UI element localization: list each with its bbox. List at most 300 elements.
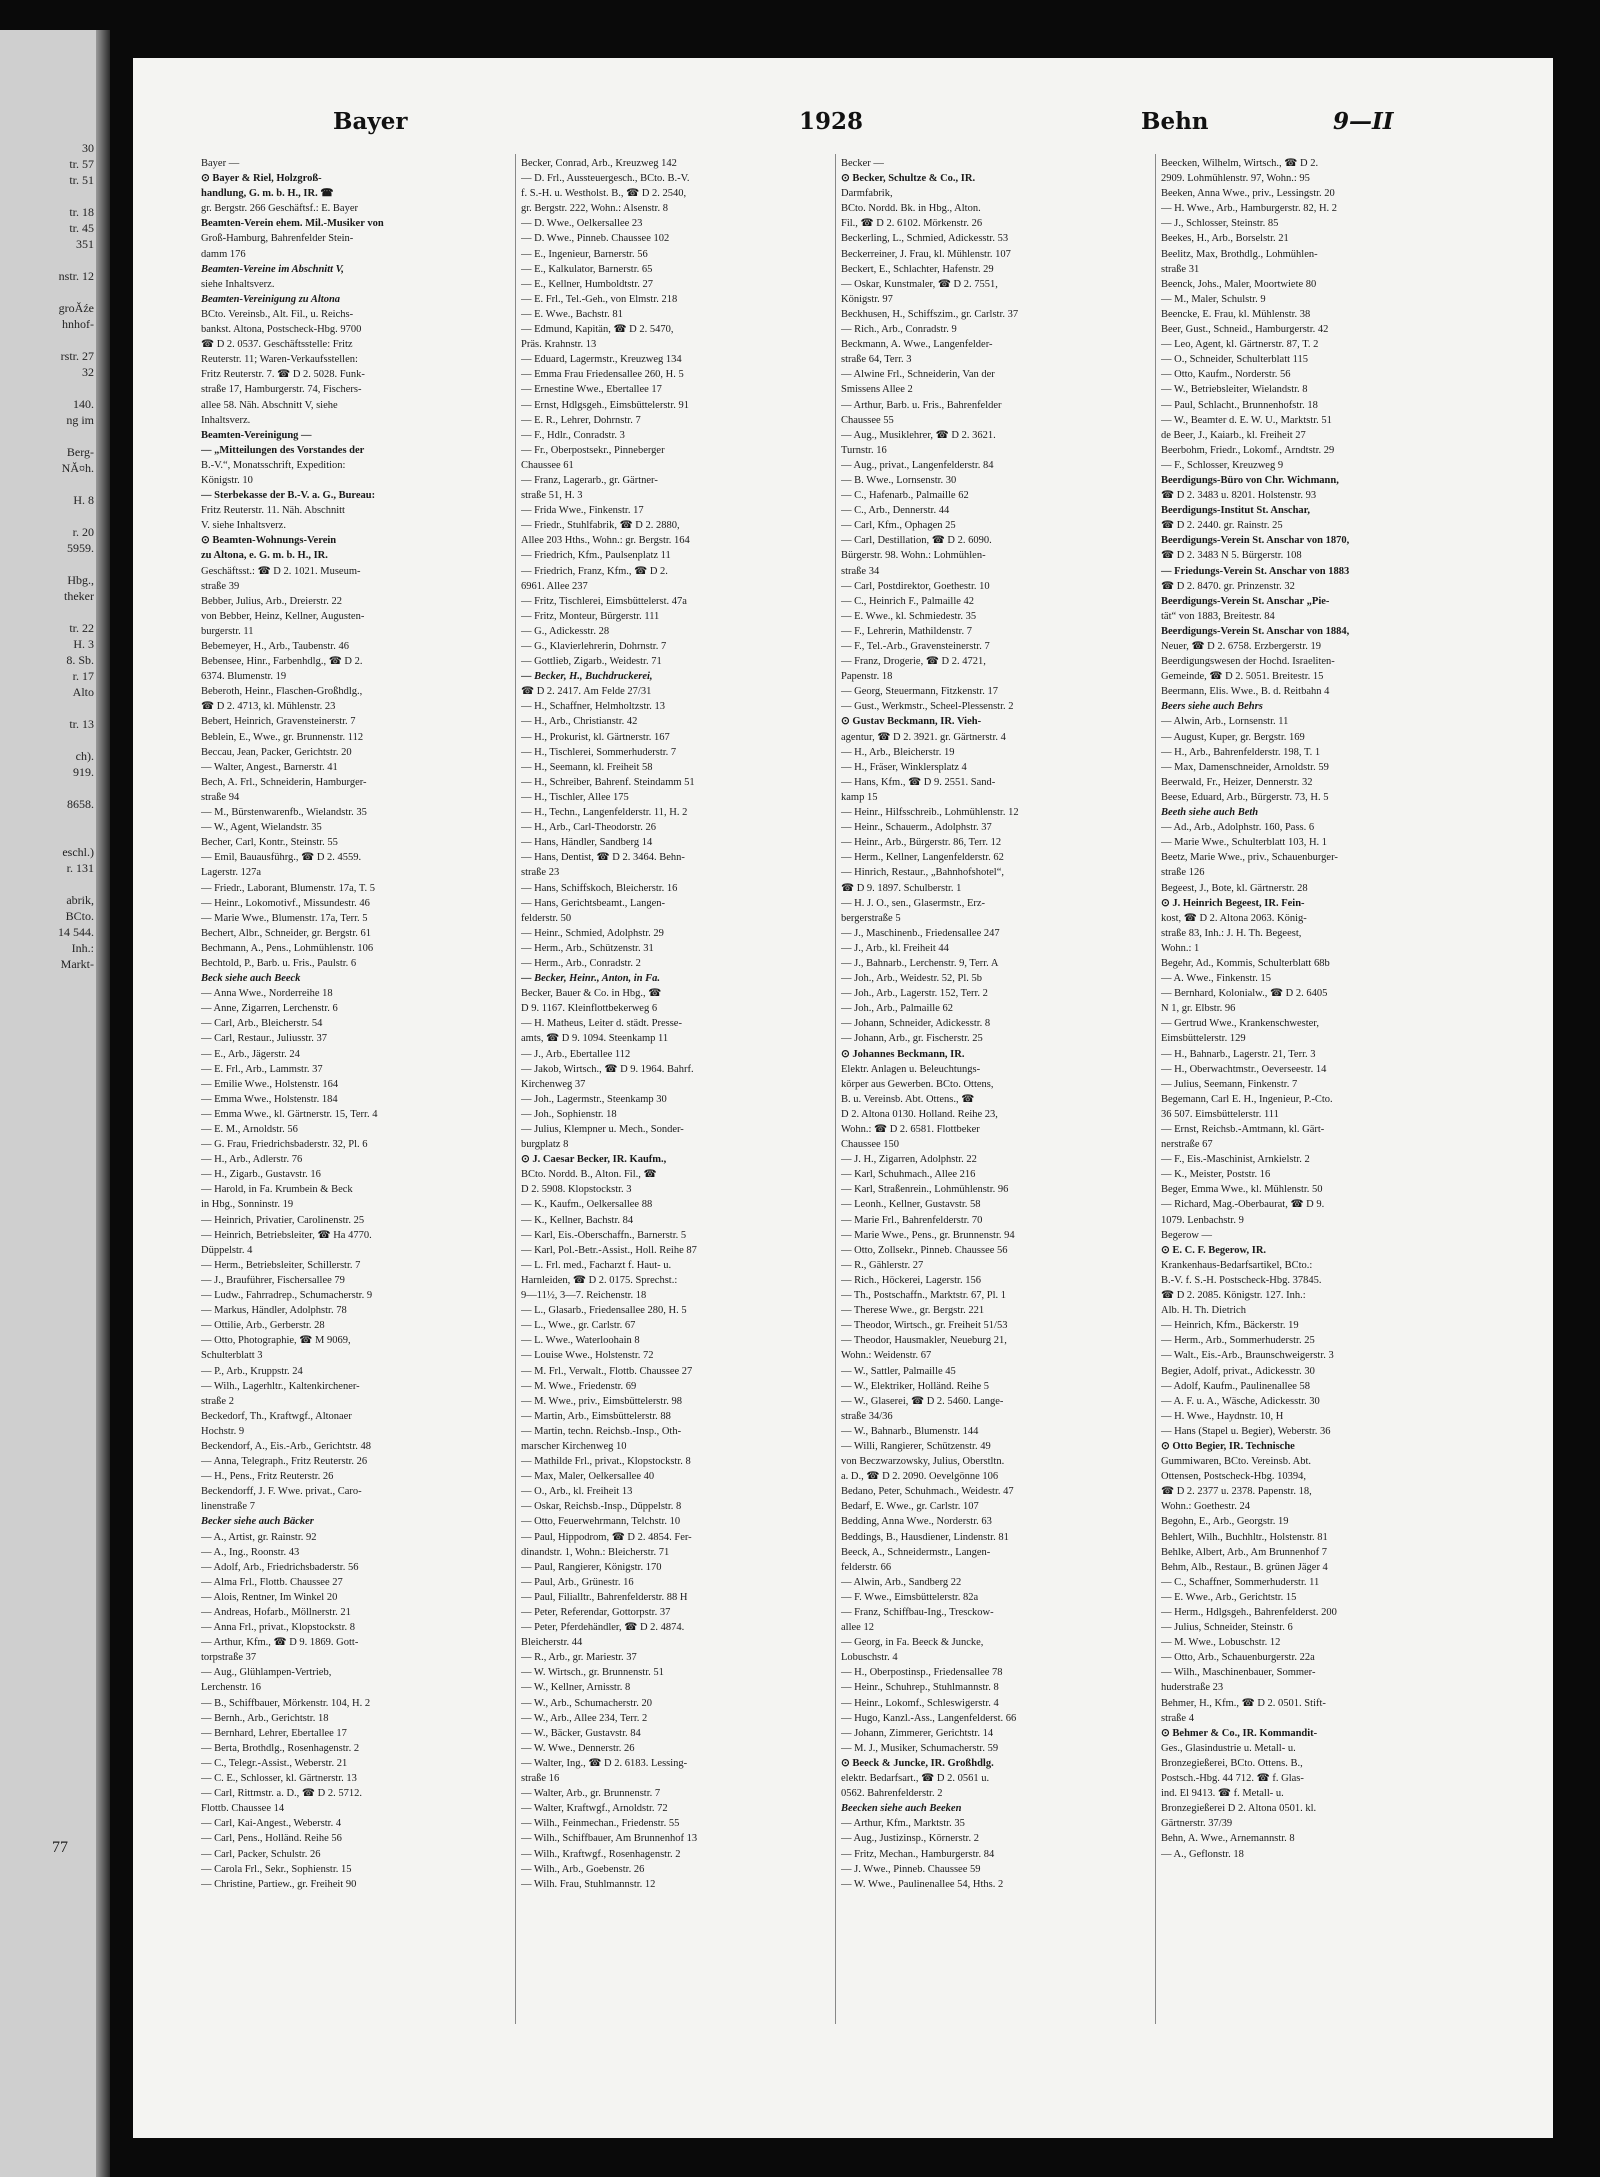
directory-column-1 <box>201 156 499 2026</box>
left-page-fragment <box>58 380 94 396</box>
directory-entry-line: — Herm., Kellner, Langenfelderstr. 62 <box>841 852 1004 864</box>
page-header <box>133 58 1553 135</box>
directory-entry-line: Reuterstr. 11; Waren-Verkaufsstellen: <box>201 354 358 366</box>
directory-entry-line: — M., Maler, Schulstr. 9 <box>1161 293 1266 305</box>
directory-entry-line: 9—11½, 3—7. Reichenstr. 18 <box>521 1290 647 1302</box>
directory-entry-line: — Aug., Justizinsp., Körnerstr. 2 <box>841 1833 979 1845</box>
directory-entry-line: ⊙ E. C. F. Begerow, IR. <box>1161 1244 1267 1256</box>
directory-entry-line: Bedano, Peter, Schuhmach., Weidestr. 47 <box>841 1486 1014 1498</box>
directory-entry-line: ⊙ Behmer & Co., IR. Kommandit- <box>1161 1727 1318 1739</box>
directory-entry-line: — F. Wwe., Eimsbüttelerstr. 82a <box>841 1591 979 1603</box>
directory-entry-line: linenstraße 7 <box>201 1501 255 1513</box>
directory-entry-line: allee 12 <box>841 1622 874 1634</box>
directory-entry-line: Beerdigungs-Verein St. Anschar von 1884, <box>1161 625 1350 637</box>
directory-entry-line: — E., Ingenieur, Barnerstr. 56 <box>521 248 648 260</box>
directory-entry-line: Neuer, ☎ D 2. 6758. Erzbergerstr. 19 <box>1161 641 1322 652</box>
directory-entry-line: — H., Arb., Bahrenfelderstr. 198, T. 1 <box>1161 746 1321 758</box>
directory-entry-line: — Franz, Schiffbau-Ing., Tresckow- <box>841 1607 994 1618</box>
directory-entry-line: straße 83, Inh.: J. H. Th. Begeest, <box>1161 927 1302 939</box>
directory-entry-line: — Marie Frl., Bahrenfelderstr. 70 <box>841 1214 983 1226</box>
directory-entry-line: Bebber, Julius, Arb., Dreierstr. 22 <box>201 595 343 607</box>
directory-entry-line: — H., Bahnarb., Lagerstr. 21, Terr. 3 <box>1161 1048 1316 1060</box>
directory-entry-line: — Aug., Musiklehrer, ☎ D 2. 3621. <box>841 429 996 441</box>
directory-entry-line: — Anna Frl., privat., Klopstockstr. 8 <box>201 1622 355 1634</box>
directory-entry-line: — W., Sattler, Palmaille 45 <box>841 1365 956 1377</box>
directory-entry-line: — W., Arb., Allee 234, Terr. 2 <box>521 1712 648 1724</box>
directory-entry-line: — K., Meister, Poststr. 16 <box>1161 1169 1271 1181</box>
directory-entry-line: torpstraße 37 <box>201 1652 257 1664</box>
directory-entry-line: — Karl, Eis.-Oberschaffn., Barnerstr. 5 <box>521 1229 687 1241</box>
directory-entry-line: — D. Wwe., Oelkersallee 23 <box>521 218 643 230</box>
left-page-fragment <box>58 428 94 444</box>
directory-entry-line: — Mathilde Frl., privat., Klopstockstr. 8 <box>521 1456 691 1468</box>
directory-entry-line: Harnleiden, ☎ D 2. 0175. Sprechst.: <box>521 1274 678 1286</box>
directory-entry-line: — L., Glasarb., Friedensallee 280, H. 5 <box>521 1305 687 1317</box>
directory-entry-line: — Paul, Arb., Grünestr. 16 <box>521 1576 634 1588</box>
directory-entry-line: — Hans, Gerichtsbeamt., Langen- <box>521 897 666 909</box>
left-page-fragment: ng im <box>66 413 94 427</box>
directory-entry-line: — W., Bäcker, Gustavstr. 84 <box>521 1727 641 1739</box>
directory-entry-line: Chaussee 61 <box>521 459 574 471</box>
directory-entry-line: N 1, gr. Elbstr. 96 <box>1161 1003 1236 1015</box>
directory-entry-line: — Carola Frl., Sekr., Sophienstr. 15 <box>201 1863 352 1875</box>
directory-entry-line: — E. Wwe., Arb., Gerichtstr. 15 <box>1161 1591 1297 1603</box>
directory-entry-line: zu Altona, e. G. m. b. H., IR. <box>201 550 328 562</box>
left-page-fragment: r. 20 <box>72 525 94 539</box>
directory-entry-line: — Martin, Arb., Eimsbüttelerstr. 88 <box>521 1410 671 1422</box>
directory-entry-line: — Otto, Photographie, ☎ M 9069, <box>201 1335 351 1347</box>
directory-entry-line: Beecken siehe auch Beeken <box>841 1803 962 1815</box>
directory-entry-line: — Walt., Eis.-Arb., Braunschweigerstr. 3 <box>1161 1350 1334 1362</box>
directory-entry-line: — W., Betriebsleiter, Wielandstr. 8 <box>1161 384 1308 396</box>
directory-entry-line: kost, ☎ D 2. Altona 2063. König- <box>1161 912 1307 924</box>
directory-entry-line: Beddings, B., Hausdiener, Lindenstr. 81 <box>841 1531 1009 1543</box>
directory-entry-line: Beermann, Elis. Wwe., B. d. Reitbahn 4 <box>1161 686 1330 698</box>
directory-entry-line: Bech, A. Frl., Schneiderin, Hamburger- <box>201 776 367 788</box>
directory-entry-line: — Gertrud Wwe., Krankenschwester, <box>1161 1018 1319 1030</box>
directory-entry-line: — Herm., Arb., Conradstr. 2 <box>521 957 641 969</box>
directory-entry-line: — Karl, Pol.-Betr.-Assist., Holl. Reihe 87 <box>521 1244 697 1256</box>
directory-entry-line: BCto. Vereinsb., Alt. Fil., u. Reichs- <box>201 308 354 320</box>
directory-entry-line: — M. Wwe., Lobuschstr. 12 <box>1161 1637 1281 1649</box>
directory-entry-line: — G., Klavierlehrerin, Dohrnstr. 7 <box>521 641 667 652</box>
left-page-fragment: tr. 22 <box>69 621 94 635</box>
directory-entry-line: — Ernestine Wwe., Ebertallee 17 <box>521 384 662 396</box>
directory-entry-line: — Wilh., Arb., Goebenstr. 26 <box>521 1863 645 1875</box>
directory-entry-line: D 9. 1167. Kleinflottbekerweg 6 <box>521 1003 658 1015</box>
left-page-fragment <box>58 332 94 348</box>
left-page-fragment <box>58 556 94 572</box>
directory-entry-line: Bebensee, Hinr., Farbenhdlg., ☎ D 2. <box>201 656 363 668</box>
directory-entry-line: — Heinr., Schauerm., Adolphstr. 37 <box>841 822 992 834</box>
directory-entry-line: 2909. Lohmühlenstr. 97, Wohn.: 95 <box>1161 173 1310 185</box>
directory-entry-line: Beerbohm, Friedr., Lokomf., Arndtstr. 29 <box>1161 444 1335 456</box>
directory-entry-line: — C., Arb., Dennerstr. 44 <box>841 505 950 517</box>
directory-entry-line: Inhaltsverz. <box>201 414 251 426</box>
directory-entry-line: — Walter, Ing., ☎ D 2. 6183. Lessing- <box>521 1757 688 1769</box>
directory-entry-line: Becher, Carl, Kontr., Steinstr. 55 <box>201 837 338 849</box>
left-page-fragment: Hbg., <box>67 573 94 587</box>
directory-entry-line: — Friedungs-Verein St. Anschar von 1883 <box>1161 565 1350 577</box>
directory-entry-line: — Anne, Zigarren, Lerchenstr. 6 <box>201 1003 338 1015</box>
directory-column-3 <box>841 156 1139 2026</box>
directory-entry-line: — Friedr., Stuhlfabrik, ☎ D 2. 2880, <box>521 520 680 532</box>
directory-entry-line: Beer, Gust., Schneid., Hamburgerstr. 42 <box>1161 324 1329 336</box>
directory-entry-line: Beeck, A., Schneidermstr., Langen- <box>841 1546 991 1558</box>
directory-entry-line: — L., Wwe., gr. Carlstr. 67 <box>521 1320 636 1332</box>
directory-entry-line: — Hans, Händler, Sandberg 14 <box>521 837 653 849</box>
directory-entry-line: — Alma Frl., Flottb. Chaussee 27 <box>201 1576 343 1588</box>
directory-entry-line: — Friedrich, Franz, Kfm., ☎ D 2. <box>521 565 668 577</box>
directory-entry-line: 6961. Allee 237 <box>521 580 588 592</box>
directory-entry-line: — H. Matheus, Leiter d. städt. Presse- <box>521 1018 682 1030</box>
directory-entry-line: — Theodor, Wirtsch., gr. Freiheit 51/53 <box>841 1320 1008 1332</box>
directory-entry-line: — Adolf, Kaufm., Paulinenallee 58 <box>1161 1380 1311 1392</box>
directory-entry-line: — Bernhard, Kolonialw., ☎ D 2. 6405 <box>1161 988 1328 1000</box>
directory-entry-line: — Fritz, Monteur, Bürgerstr. 111 <box>521 610 660 622</box>
directory-entry-line: Beekes, H., Arb., Borselstr. 21 <box>1161 233 1289 245</box>
directory-entry-line: — Wilh., Schiffbauer, Am Brunnenhof 13 <box>521 1833 698 1845</box>
directory-entry-line: — Karl, Straßenrein., Lohmühlenstr. 96 <box>841 1184 1009 1196</box>
directory-entry-line: — Heinrich, Betriebsleiter, ☎ Ha 4770. <box>201 1229 372 1241</box>
left-page-fragment: r. 17 <box>72 669 94 683</box>
directory-entry-line: — Fritz, Mechan., Hamburgerstr. 84 <box>841 1848 995 1860</box>
directory-entry-line: Beccau, Jean, Packer, Gerichtstr. 20 <box>201 746 352 758</box>
directory-entry-line: — Herm., Hdlgsgeh., Bahrenfelderst. 200 <box>1161 1607 1337 1618</box>
directory-entry-line: — W. Wwe., Paulinenallee 54, Hths. 2 <box>841 1878 1004 1890</box>
directory-entry-line: straße 39 <box>201 580 240 592</box>
directory-entry-line: Beerdigungswesen der Hochd. Israeliten- <box>1161 656 1335 668</box>
directory-entry-line: — Hans, Dentist, ☎ D 2. 3464. Behn- <box>521 852 685 864</box>
directory-entry-line: — Wilh., Kraftwgf., Rosenhagenstr. 2 <box>521 1848 681 1860</box>
directory-entry-line: Beese, Eduard, Arb., Bürgerstr. 73, H. 5 <box>1161 791 1329 803</box>
directory-entry-line: — H., Arb., Bleicherstr. 19 <box>841 746 955 758</box>
left-page-fragment <box>58 828 94 844</box>
directory-entry-line: ☎ D 2. 0537. Geschäftsstelle: Fritz <box>201 339 353 351</box>
directory-entry-line: Bayer — <box>201 158 240 169</box>
directory-entry-line: V. siehe Inhaltsverz. <box>201 520 286 532</box>
directory-entry-line: Becker — <box>841 158 884 169</box>
directory-entry-line: Beckert, E., Schlachter, Hafenstr. 29 <box>841 263 994 275</box>
directory-entry-line: — Edmund, Kapitän, ☎ D 2. 5470, <box>521 324 674 336</box>
directory-entry-line: kamp 15 <box>841 791 878 803</box>
directory-entry-line: Schulterblatt 3 <box>201 1350 263 1362</box>
directory-entry-line: Fritz Reuterstr. 11. Näh. Abschnitt <box>201 505 345 517</box>
header-last-entry: Behn <box>1141 108 1209 135</box>
directory-entry-line: — Karl, Schuhmach., Allee 216 <box>841 1169 976 1181</box>
directory-entry-line: 0562. Bahrenfelderstr. 2 <box>841 1788 943 1800</box>
directory-entry-line: — Wilh. Frau, Stuhlmannstr. 12 <box>521 1878 656 1890</box>
directory-entry-line: — Emma Wwe., Holstenstr. 184 <box>201 1093 338 1105</box>
directory-entry-line: de Beer, J., Kaiarb., kl. Freiheit 27 <box>1161 429 1306 441</box>
directory-entry-line: Fil., ☎ D 2. 6102. Mörkenstr. 26 <box>841 218 983 230</box>
directory-entry-line: Behlke, Albert, Arb., Am Brunnenhof 7 <box>1161 1546 1327 1558</box>
directory-entry-line: — Emil, Bauausführg., ☎ D 2. 4559. <box>201 852 362 864</box>
directory-entry-line: Beckerling, L., Schmied, Adickesstr. 53 <box>841 233 1009 245</box>
directory-entry-line: marscher Kirchenweg 10 <box>521 1440 627 1452</box>
directory-entry-line: Beerdigungs-Verein St. Anschar „Pie- <box>1161 595 1330 607</box>
directory-entry-line: — Carl, Kai-Angest., Weberstr. 4 <box>201 1818 342 1830</box>
directory-entry-line: straße 2 <box>201 1395 234 1407</box>
directory-entry-line: Gärtnerstr. 37/39 <box>1161 1818 1233 1830</box>
directory-entry-line: — Heinr., Lokomf., Schleswigerstr. 4 <box>841 1697 999 1709</box>
directory-entry-line: — Heinr., Schuhrep., Stuhlmannstr. 8 <box>841 1682 999 1694</box>
directory-entry-line: — H., Oberwachtmstr., Oeverseestr. 14 <box>1161 1063 1327 1075</box>
directory-entry-line: Lobuschstr. 4 <box>841 1652 898 1664</box>
directory-entry-line: — G. Frau, Friedrichsbaderstr. 32, Pl. 6 <box>201 1139 368 1151</box>
directory-entry-line: — J., Maschinenb., Friedensallee 247 <box>841 927 1000 939</box>
directory-entry-line: — Arthur, Kfm., Marktstr. 35 <box>841 1818 965 1830</box>
directory-entry-line: — J., Brauführer, Fischersallee 79 <box>201 1274 345 1286</box>
directory-entry-line: ⊙ J. Heinrich Begeest, IR. Fein- <box>1161 897 1305 909</box>
directory-entry-line: — H. Wwe., Haydnstr. 10, H <box>1161 1410 1284 1422</box>
directory-entry-line: — Joh., Arb., Weidestr. 52, Pl. 5b <box>841 973 983 985</box>
left-page-text-fragments <box>58 140 94 972</box>
directory-entry-line: — Andreas, Hofarb., Möllnerstr. 21 <box>201 1607 351 1618</box>
directory-entry-line: D 2. 5908. Klopstockstr. 3 <box>521 1184 632 1196</box>
directory-entry-line: — Aug., Glühlampen-Vertrieb, <box>201 1667 332 1679</box>
directory-entry-line: Beckendorf, A., Eis.-Arb., Gerichtstr. 48 <box>201 1440 372 1452</box>
directory-entry-line: Bebert, Heinrich, Gravensteinerstr. 7 <box>201 716 356 728</box>
directory-entry-line: — Johann, Arb., gr. Fischerstr. 25 <box>841 1033 983 1045</box>
directory-entry-line: — Becker, H., Buchdruckerei, <box>521 671 653 683</box>
directory-entry-line: — Hinrich, Restaur., „Bahnhofshotel“, <box>841 867 1005 879</box>
directory-entry-line: — K., Kellner, Bachstr. 84 <box>521 1214 634 1226</box>
directory-entry-line: f. S.-H. u. Westholst. B., ☎ D 2. 2540, <box>521 188 687 200</box>
directory-entry-line: — M. J., Musiker, Schumacherstr. 59 <box>841 1742 999 1754</box>
directory-entry-line: gr. Bergstr. 222, Wohn.: Alsenstr. 8 <box>521 203 668 215</box>
directory-entry-line: ⊙ Beeck & Juncke, IR. Großhdlg. <box>841 1757 994 1769</box>
directory-entry-line: Becker, Conrad, Arb., Kreuzweg 142 <box>521 158 677 169</box>
directory-entry-line: Bronzegießerei D 2. Altona 0501. kl. <box>1161 1803 1317 1815</box>
left-page-fragment <box>58 700 94 716</box>
directory-entry-line: straße 64, Terr. 3 <box>841 354 912 366</box>
directory-entry-line: tät“ von 1883, Breitestr. 84 <box>1161 610 1275 622</box>
header-first-entry: Bayer <box>333 108 408 135</box>
directory-entry-line: — H., Prokurist, kl. Gärtnerstr. 167 <box>521 731 670 743</box>
directory-entry-line: Beamten-Vereine im Abschnitt V, <box>201 263 344 275</box>
directory-entry-line: — Eduard, Lagermstr., Kreuzweg 134 <box>521 354 682 366</box>
directory-entry-line: Gummiwaren, BCto. Vereinsb. Abt. <box>1161 1456 1312 1468</box>
directory-entry-line: — Paul, Rangierer, Königstr. 170 <box>521 1561 662 1573</box>
left-page-fragment: ch). <box>75 749 94 763</box>
directory-entry-line: — Adolf, Arb., Friedrichsbaderstr. 56 <box>201 1561 359 1573</box>
directory-entry-line: — Emma Frau Friedensallee 260, H. 5 <box>521 369 684 381</box>
directory-entry-line: — Oskar, Kunstmaler, ☎ D 2. 7551, <box>841 278 998 290</box>
directory-entry-line: — E. Frl., Arb., Lammstr. 37 <box>201 1063 323 1075</box>
left-page-fragment <box>58 252 94 268</box>
directory-entry-line: — H. J. O., sen., Glasermstr., Erz- <box>841 897 986 909</box>
directory-column-2 <box>521 156 819 2026</box>
directory-entry-line: — Th., Postschaffn., Marktstr. 67, Pl. 1 <box>841 1290 1006 1302</box>
directory-entry-line: straße 23 <box>521 867 560 879</box>
directory-entry-line: — „Mitteilungen des Vorstandes der <box>201 444 365 456</box>
directory-entry-line: — Arthur, Barb. u. Fris., Bahrenfelder <box>841 399 1002 411</box>
directory-entry-line: — H., Tischlerei, Sommerhuderstr. 7 <box>521 746 677 758</box>
header-year: 1928 <box>799 108 864 135</box>
directory-entry-line: ☎ D 2. 4713, kl. Mühlenstr. 23 <box>201 701 336 713</box>
directory-entry-line: — F., Eis.-Maschinist, Arnkielstr. 2 <box>1161 1154 1310 1166</box>
directory-entry-line: — Harold, in Fa. Krumbein & Beck <box>201 1184 353 1196</box>
left-page-fragment: 140. <box>73 397 94 411</box>
directory-entry-line: Behmer, H., Kfm., ☎ D 2. 0501. Stift- <box>1161 1697 1326 1709</box>
directory-entry-line: — A. F. u. A., Wäsche, Adickesstr. 30 <box>1161 1395 1320 1407</box>
directory-entry-line: — Carl, Kfm., Ophagen 25 <box>841 520 956 532</box>
directory-entry-line: Königstr. 97 <box>841 293 893 305</box>
directory-entry-line: — W., Beamter d. E. W. U., Marktstr. 51 <box>1161 414 1332 426</box>
directory-entry-line: — Fr., Oberpostsekr., Pinneberger <box>521 444 665 456</box>
directory-entry-line: Behn, A. Wwe., Arnemannstr. 8 <box>1161 1833 1295 1845</box>
directory-entry-line: Beetz, Marie Wwe., priv., Schauenburger- <box>1161 852 1338 864</box>
directory-entry-line: ☎ D 2. 2085. Königstr. 127. Inh.: <box>1161 1290 1306 1302</box>
left-page-fragment: r. 131 <box>66 861 94 875</box>
directory-entry-line: — Paul, Schlacht., Brunnenhofstr. 18 <box>1161 399 1318 411</box>
directory-entry-line: — W., Kellner, Arnisstr. 8 <box>521 1682 631 1694</box>
directory-entry-line: — J. H., Zigarren, Adolphstr. 22 <box>841 1154 977 1166</box>
directory-entry-line: — E. Frl., Tel.-Geh., von Elmstr. 218 <box>521 293 678 305</box>
directory-entry-line: ☎ D 2. 2440. gr. Rainstr. 25 <box>1161 520 1283 532</box>
directory-entry-line: — Marie Wwe., Pens., gr. Brunnenstr. 94 <box>841 1229 1015 1241</box>
directory-entry-line: — Hugo, Kanzl.-Ass., Langenfelderst. 66 <box>841 1712 1017 1724</box>
directory-entry-line: — Herm., Arb., Schützenstr. 31 <box>521 942 654 954</box>
directory-entry-line: Behm, Alb., Restaur., B. grünen Jäger 4 <box>1161 1561 1328 1573</box>
directory-entry-line: Beeth siehe auch Beth <box>1161 807 1259 819</box>
left-page-fragment: eschl.) <box>62 845 94 859</box>
directory-entry-line: straße 34/36 <box>841 1410 893 1422</box>
directory-entry-line: — Carl, Packer, Schulstr. 26 <box>201 1848 321 1860</box>
directory-entry-line: — Paul, Filialltr., Bahrenfelderstr. 88 H <box>521 1591 688 1603</box>
directory-entry-line: Königstr. 10 <box>201 474 253 486</box>
directory-entry-line: felderstr. 66 <box>841 1561 892 1573</box>
directory-entry-line: — Christine, Partiew., gr. Freiheit 90 <box>201 1878 357 1890</box>
directory-entry-line: 6374. Blumenstr. 19 <box>201 671 287 683</box>
directory-entry-line: Smissens Allee 2 <box>841 384 913 396</box>
directory-entry-line: B. u. Vereinsb. Abt. Ottens., ☎ <box>841 1093 975 1105</box>
left-page-fragment: 32 <box>82 365 94 379</box>
directory-entry-line: — Hans, Schiffskoch, Bleicherstr. 16 <box>521 882 678 894</box>
directory-entry-line: — Bernh., Arb., Gerichtstr. 18 <box>201 1712 329 1724</box>
directory-entry-line: Beers siehe auch Behrs <box>1161 701 1263 713</box>
directory-entry-line: — B., Schiffbauer, Mörkenstr. 104, H. 2 <box>201 1697 371 1709</box>
directory-entry-line: — H., Fräser, Winklersplatz 4 <box>841 761 967 773</box>
directory-entry-line: — C., Heinrich F., Palmaille 42 <box>841 595 975 607</box>
directory-entry-line: Beerdigungs-Büro von Chr. Wichmann, <box>1161 474 1339 486</box>
directory-entry-line: Hochstr. 9 <box>201 1425 245 1437</box>
book-binding <box>96 30 110 2177</box>
directory-entry-line: von Bebber, Heinz, Kellner, Augusten- <box>201 610 365 622</box>
directory-entry-line: — A., Ing., Roonstr. 43 <box>201 1546 300 1558</box>
left-page-fragment: 5959. <box>67 541 94 555</box>
directory-entry-line: — C., Telegr.-Assist., Weberstr. 21 <box>201 1757 348 1769</box>
directory-entry-line: — Berta, Brothdlg., Rosenhagenstr. 2 <box>201 1742 360 1754</box>
left-page-fragment <box>58 476 94 492</box>
directory-entry-line: — Walter, Kraftwgf., Arnoldstr. 72 <box>521 1803 668 1815</box>
directory-entry-line: — Otto, Feuerwehrmann, Telchstr. 10 <box>521 1516 681 1528</box>
directory-entry-line: — Joh., Sophienstr. 18 <box>521 1108 617 1120</box>
directory-entry-line: — Max, Maler, Oelkersallee 40 <box>521 1471 655 1483</box>
directory-entry-line: — Julius, Seemann, Finkenstr. 7 <box>1161 1078 1298 1090</box>
directory-entry-line: — F., Lehrerin, Mathildenstr. 7 <box>841 625 972 637</box>
directory-entry-line: amts, ☎ D 9. 1094. Steenkamp 11 <box>521 1033 669 1045</box>
directory-entry-line: — H., Arb., Adlerstr. 76 <box>201 1154 303 1166</box>
directory-entry-line: Bechmann, A., Pens., Lohmühlenstr. 106 <box>201 942 374 954</box>
directory-entry-line: straße 16 <box>521 1773 560 1785</box>
directory-entry-line: Wohn.: ☎ D 2. 6581. Flottbeker <box>841 1124 980 1135</box>
left-page-fragment: Alto <box>72 685 94 699</box>
directory-entry-line: Allee 203 Hths., Wohn.: gr. Bergstr. 164 <box>521 535 690 547</box>
directory-entry-line: — Heinr., Arb., Bürgerstr. 86, Terr. 12 <box>841 837 1002 849</box>
directory-entry-line: — Ernst, Hdlgsgeh., Eimsbüttelerstr. 91 <box>521 399 689 411</box>
directory-entry-line: — E., Kellner, Humboldtstr. 27 <box>521 278 653 290</box>
directory-entry-line: Ottensen, Postscheck-Hbg. 10394, <box>1161 1471 1306 1483</box>
directory-entry-line: — Rich., Arb., Conradstr. 9 <box>841 324 957 336</box>
directory-entry-line: Chaussee 150 <box>841 1139 900 1151</box>
left-page-fragment: H. 8 <box>73 493 94 507</box>
directory-entry-line: — M. Frl., Verwalt., Flottb. Chaussee 27 <box>521 1365 693 1377</box>
directory-entry-line: — Joh., Lagermstr., Steenkamp 30 <box>521 1093 667 1105</box>
directory-entry-line: — Frida Wwe., Finkenstr. 17 <box>521 505 644 517</box>
directory-entry-line: BCto. Nordd. Bk. in Hbg., Alton. <box>841 203 981 215</box>
directory-entry-line: ☎ D 2. 2377 u. 2378. Papenstr. 18, <box>1161 1486 1312 1498</box>
directory-entry-line: — Theodor, Hausmakler, Neueburg 21, <box>841 1335 1007 1347</box>
directory-entry-line: — L. Frl. med., Facharzt f. Haut- u. <box>521 1259 672 1271</box>
left-page-footer: 77 <box>52 1839 68 1856</box>
directory-entry-line: ⊙ Becker, Schultze & Co., IR. <box>841 173 976 185</box>
directory-entry-line: — C. E., Schlosser, kl. Gärtnerstr. 13 <box>201 1773 357 1785</box>
directory-entry-line: ☎ D 2. 8470. gr. Prinzenstr. 32 <box>1161 580 1295 592</box>
directory-entry-line: — Franz, Lagerarb., gr. Gärtner- <box>521 474 658 486</box>
left-page-fragment: Markt- <box>60 957 94 971</box>
left-page-fragment <box>58 876 94 892</box>
directory-entry-line: ☎ D 2. 3483 u. 8201. Holstenstr. 93 <box>1161 490 1317 502</box>
directory-entry-line: D 2. Altona 0130. Holland. Reihe 23, <box>841 1108 998 1120</box>
directory-entry-line: — J., Bahnarb., Lerchenstr. 9, Terr. A <box>841 957 999 969</box>
left-page-fragment: 8. Sb. <box>66 653 94 667</box>
directory-entry-line: — Georg, Steuermann, Fitzkenstr. 17 <box>841 686 998 698</box>
directory-entry-line: Begohn, E., Arb., Georgstr. 19 <box>1161 1516 1289 1528</box>
directory-entry-line: — C., Hafenarb., Palmaille 62 <box>841 490 969 502</box>
directory-entry-line: — Friedr., Laborant, Blumenstr. 17a, T. 5 <box>201 882 376 894</box>
directory-entry-line: ⊙ Gustav Beckmann, IR. Vieh- <box>841 716 982 728</box>
directory-entry-line: — H., Arb., Carl-Theodorstr. 26 <box>521 822 657 834</box>
directory-entry-line: — Louise Wwe., Holstenstr. 72 <box>521 1350 654 1362</box>
directory-entry-line: straße 4 <box>1161 1712 1194 1724</box>
directory-entry-line: — M. Wwe., Friedenstr. 69 <box>521 1380 637 1392</box>
directory-entry-line: allee 58. Näh. Abschnitt V, siehe <box>201 399 338 411</box>
directory-entry-line: — Oskar, Reichsb.-Insp., Düppelstr. 8 <box>521 1501 682 1513</box>
directory-entry-line: — W., Arb., Schumacherstr. 20 <box>521 1697 652 1709</box>
directory-entry-line: — A., Geflonstr. 18 <box>1161 1848 1244 1860</box>
directory-entry-line: Papenstr. 18 <box>841 671 893 683</box>
directory-entry-line: — R., Arb., gr. Mariestr. 37 <box>521 1652 637 1664</box>
directory-entry-line: — W., Bahnarb., Blumenstr. 144 <box>841 1425 979 1437</box>
directory-entry-line: burgerstr. 11 <box>201 625 254 637</box>
directory-entry-line: Beckerreiner, J. Frau, kl. Mühlenstr. 107 <box>841 248 1011 260</box>
directory-entry-line: — Fritz, Tischlerei, Eimsbüttelerst. 47a <box>521 595 687 607</box>
left-page-fragment: tr. 13 <box>69 717 94 731</box>
column-divider <box>1155 154 1156 2024</box>
directory-entry-line: Beamten-Verein ehem. Mil.-Musiker von <box>201 218 384 230</box>
left-page-fragment: 30 <box>82 141 94 155</box>
directory-entry-line: — H., Schaffner, Helmholtzstr. 13 <box>521 701 666 713</box>
directory-entry-line: — Georg, in Fa. Beeck & Juncke, <box>841 1637 984 1649</box>
directory-entry-line: Begehr, Ad., Kommis, Schulterblatt 68b <box>1161 957 1330 969</box>
directory-entry-line: — Julius, Schneider, Steinstr. 6 <box>1161 1622 1293 1634</box>
left-facing-page <box>0 30 110 2177</box>
directory-entry-line: — Carl, Pens., Holländ. Reihe 56 <box>201 1833 342 1845</box>
directory-entry-line: ind. El 9413. ☎ f. Metall- u. <box>1161 1788 1284 1800</box>
directory-entry-line: — Leo, Agent, kl. Gärtnerstr. 87, T. 2 <box>1161 339 1319 351</box>
